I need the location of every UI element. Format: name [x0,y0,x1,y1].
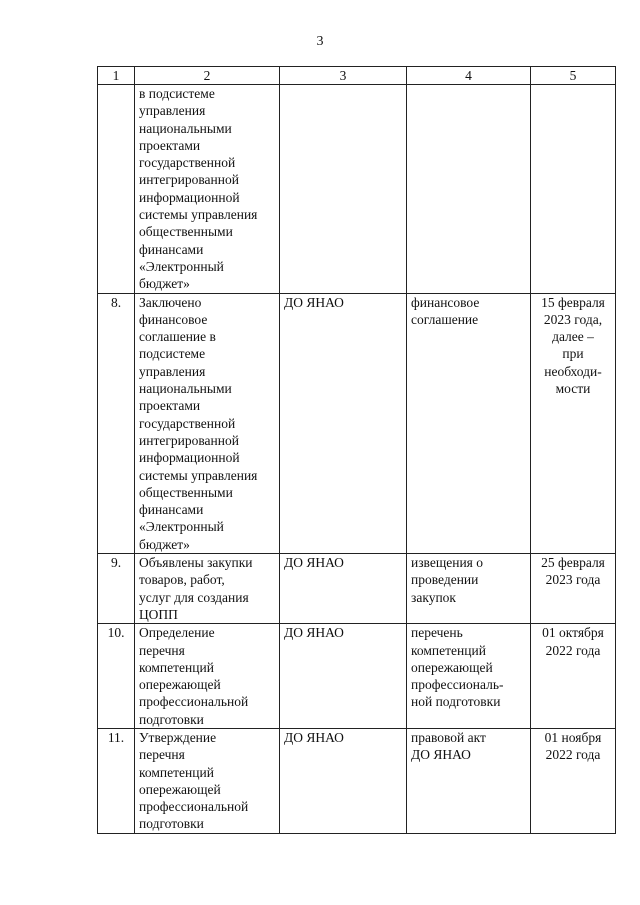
plan-table [97,66,616,834]
header-cell: 4 [407,67,531,85]
deadline-cell: 01 октября 2022 года [531,624,616,729]
table-row [98,293,616,553]
deadline-cell [531,85,616,294]
row-number: 11. [98,728,135,833]
responsible-cell: ДО ЯНАО [280,728,407,833]
document-cell: извещения о проведении закупок [407,554,531,624]
row-number: 8. [98,293,135,553]
header-cell: 5 [531,67,616,85]
deadline-cell: 15 февраля 2023 года, далее – при необходи- мости [531,293,616,553]
header-cell: 1 [98,67,135,85]
event-cell: Заключено финансовое соглашение в подсистеме управления национальными проектами государственной интегрированной информационной системы управления общественными финансами «Электронный бюджет» [135,293,280,553]
document-cell: перечень компетенций опережающей профессиональ- ной подготовки [407,624,531,729]
table-row [98,554,616,624]
row-number [98,85,135,294]
table-header-row [98,67,616,85]
event-cell: Объявлены закупки товаров, работ, услуг для создания ЦОПП [135,554,280,624]
page-number: 3 [316,34,324,49]
deadline-cell: 25 февраля 2023 года [531,554,616,624]
document-cell [407,85,531,294]
row-number: 10. [98,624,135,729]
table-row [98,728,616,833]
responsible-cell: ДО ЯНАО [280,293,407,553]
header-cell: 2 [135,67,280,85]
event-cell: Утверждение перечня компетенций опережающей профессиональной подготовки [135,728,280,833]
event-cell: Определение перечня компетенций опережающей профессиональной подготовки [135,624,280,729]
document-cell: финансовое соглашение [407,293,531,553]
responsible-cell: ДО ЯНАО [280,554,407,624]
responsible-cell: ДО ЯНАО [280,624,407,729]
header-cell: 3 [280,67,407,85]
responsible-cell [280,85,407,294]
row-number: 9. [98,554,135,624]
table-row [98,85,616,294]
table-row [98,624,616,729]
deadline-cell: 01 ноября 2022 года [531,728,616,833]
event-cell: в подсистеме управления национальными проектами государственной интегрированной информационной системы управления общественными финансами «Электронный бюджет» [135,85,280,294]
document-cell: правовой акт ДО ЯНАО [407,728,531,833]
